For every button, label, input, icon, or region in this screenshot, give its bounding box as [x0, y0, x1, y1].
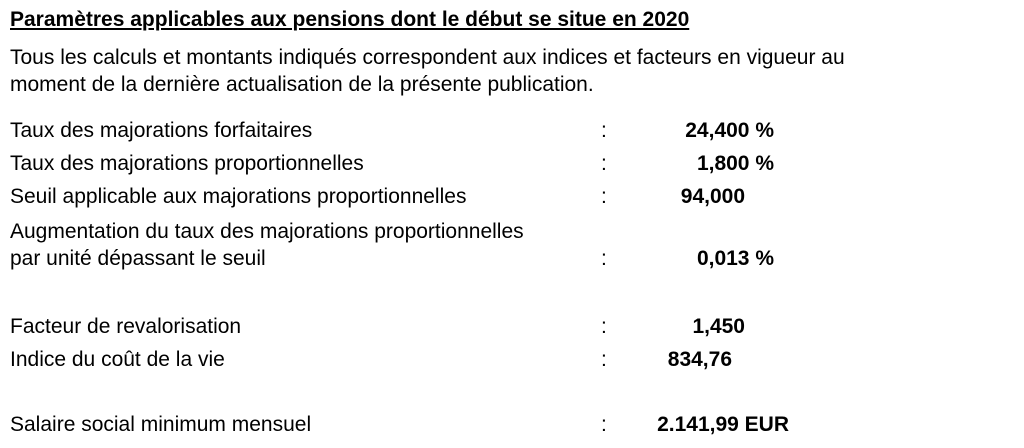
param-value-seuil: 94,000: [680, 185, 745, 208]
intro-paragraph: [10, 44, 1010, 98]
param-value-salaire-social-minimum: 2.141,99 EUR: [657, 413, 789, 436]
param-label-seuil: Seuil applicable aux majorations proportionnelles: [10, 185, 467, 208]
param-label-augmentation-line2: par unité dépassant le seuil: [10, 247, 266, 270]
param-separator: :: [601, 413, 607, 436]
param-label-majorations-forfaitaires: Taux des majorations forfaitaires: [10, 119, 313, 142]
param-label-augmentation: Augmentation du taux des majorations proportionnelles: [10, 220, 524, 243]
param-value-majorations-proportionnelles: 1,800 %: [696, 152, 774, 175]
param-label-facteur-revalorisation: Facteur de revalorisation: [10, 315, 242, 338]
param-label-indice-cout-vie: Indice du coût de la vie: [10, 348, 225, 371]
param-label-salaire-social-minimum: Salaire social minimum mensuel: [10, 413, 312, 436]
param-value-facteur-revalorisation: 1,450: [692, 315, 745, 338]
param-separator: :: [601, 119, 607, 142]
param-value-augmentation: 0,013 %: [696, 247, 774, 270]
param-value-majorations-forfaitaires: 24,400 %: [685, 119, 774, 142]
param-value-indice-cout-vie: 834,76: [667, 348, 732, 371]
param-separator: :: [601, 152, 607, 175]
param-separator: :: [601, 348, 607, 371]
intro-line-1: Tous les calculs et montants indiqués correspondent aux indices et facteurs en vigueur au: [10, 46, 845, 69]
param-separator: :: [601, 185, 607, 208]
param-separator: :: [601, 315, 607, 338]
intro-line-2: moment de la dernière actualisation de la présente publication.: [10, 73, 594, 96]
page-title: Paramètres applicables aux pensions dont le début se situe en 2020: [10, 8, 690, 31]
param-separator: :: [601, 247, 607, 270]
param-label-majorations-proportionnelles: Taux des majorations proportionnelles: [10, 152, 364, 175]
